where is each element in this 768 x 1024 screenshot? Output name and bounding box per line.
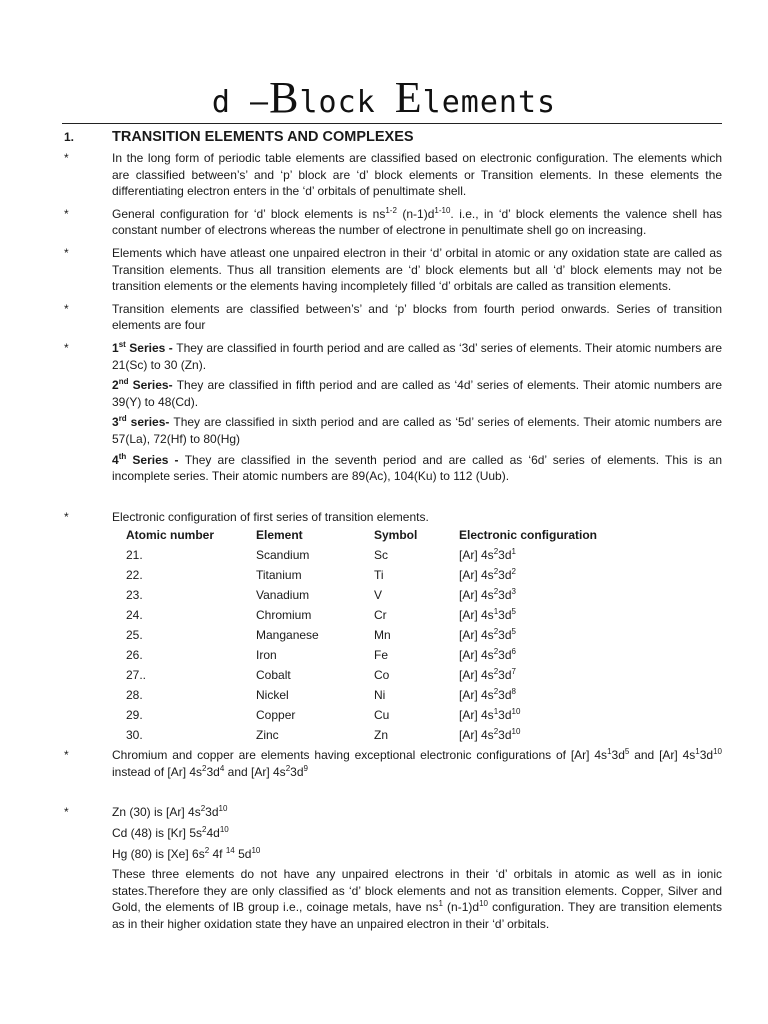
series-4: 4th Series - They are classified in the seventh period and are called as ‘6d’ series of elements. This is an incomplete series. Their atomic numbers are 89(Ac), 104(Ku) to 112 (Uub). <box>112 451 722 484</box>
paragraph-general-config: * General configuration for ‘d’ block elements is $ns^{1-2}$ $(n-1)d^{1-10}$. i.e., in ‘d’ block elements the valence shell has constant number of electrons whereas the number of electrone in penultimate shell go on increasing. <box>64 205 722 238</box>
table-row: 23. Vanadium V [Ar] $4s^23d^3$ <box>126 586 516 602</box>
paragraph-exceptions: * Chromium and copper are elements having exceptional electronic configurations of [Ar] $4s^13d^5$ and [Ar] $4s^13d^{10}$ instead of [Ar] $4s^23d^4$ and [Ar] $4s^23d^9$ <box>64 747 722 779</box>
paragraph-table-intro: * Electronic configuration of first series of transition elements. <box>64 509 429 524</box>
series-2: 2nd Series- They are classified in fifth period and are called as ‘4d’ series of elements. Their atomic numbers are 39(Y) to 48(Cd). <box>112 377 722 409</box>
electronic-config-table <box>112 525 597 745</box>
table-header-row <box>112 525 597 545</box>
table-row: 28. Nickel Ni [Ar] $4s^23d^8$ <box>126 686 516 702</box>
column-header: Symbol <box>374 527 418 542</box>
config-hg: Hg (80) is [Xe] $6s^2$ 4f $^{14}$ $5d^{10}$ <box>112 845 261 861</box>
page-title: d –Block Elements <box>211 73 557 122</box>
document-body <box>0 128 768 933</box>
table-row: 27.. Cobalt Co [Ar] $4s^23d^7$ <box>126 666 516 682</box>
series-1: * 1st Series - They are classified in fourth period and are called as ‘3d’ series of elements. Their atomic numbers are 21(Sc) to 30 (Zn). <box>64 339 723 372</box>
column-header: Element <box>256 527 303 542</box>
paragraph-classification: * In the long form of periodic table elements are classified based on electronic configuration. The elements which are classified between’s’ and ‘p’ block are ‘d’ block elements or Transition elements. In these elements the differentiating electron enters in the ‘d’ orbitals of penultimate shell. <box>64 151 722 199</box>
paragraph-series-intro: * Transition elements are classified between’s’ and ‘p’ blocks from fourth period onwards. Series of transition elements are four <box>64 301 722 333</box>
table-row: 30. Zinc Zn [Ar] $4s^23d^{10}$ <box>126 726 521 742</box>
table-row: 21. Scandium Sc [Ar] $4s^23d^1$ <box>126 546 516 562</box>
paragraph-coinage-metals: These three elements do not have any unpaired electrons in their ‘d’ orbitals in atomic as well as in ionic states.Therefore they are only classified as ‘d’ block elements and not as transition elements. Copper, Silver and Gold, the elements of IB group i.e., coinage metals, have $ns^1$ $(n-1)d^{10}$ configuration. They are transition elements as in their higher oxidation state they have an unpaired electron in their ‘d’ orbitals. <box>112 867 722 932</box>
config-cd: Cd (48) is [Kr] $5s^24d^{10}$ <box>112 825 229 841</box>
table-row: 29. Copper Cu [Ar] $4s^13d^{10}$ <box>126 706 521 722</box>
table-row: 24. Chromium Cr [Ar] $4s^13d^5$ <box>126 606 516 622</box>
title-rule <box>62 123 722 124</box>
series-3: 3rd series- They are classified in sixth period and are called as ‘5d’ series of elements. Their atomic numbers are 57(La), 72(Hf) to 80(Hg) <box>112 414 722 446</box>
table-row: 22. Titanium Ti [Ar] $4s^23d^2$ <box>126 566 516 582</box>
table-row: 26. Iron Fe [Ar] $4s^23d^6$ <box>126 646 516 662</box>
section-heading: 1. TRANSITION ELEMENTS AND COMPLEXES <box>64 129 414 145</box>
table-row: 25. Manganese Mn [Ar] $4s^23d^5$ <box>126 626 516 642</box>
paragraph-definition: * Elements which have atleast one unpaired electron in their ‘d’ orbital in atomic or any oxidation state are called as Transition elements. Thus all transition elements are ‘d’ block elements but all ‘d’ block elements may not be transition elements or the elements having incompletely filled ‘d’ orbitals are called as transition elements. <box>64 245 722 294</box>
config-zn: * Zn (30) is [Ar] $4s^23d^{10}$ <box>64 804 228 820</box>
column-header: Atomic number <box>126 527 215 542</box>
column-header: Electronic configuration <box>459 527 598 542</box>
